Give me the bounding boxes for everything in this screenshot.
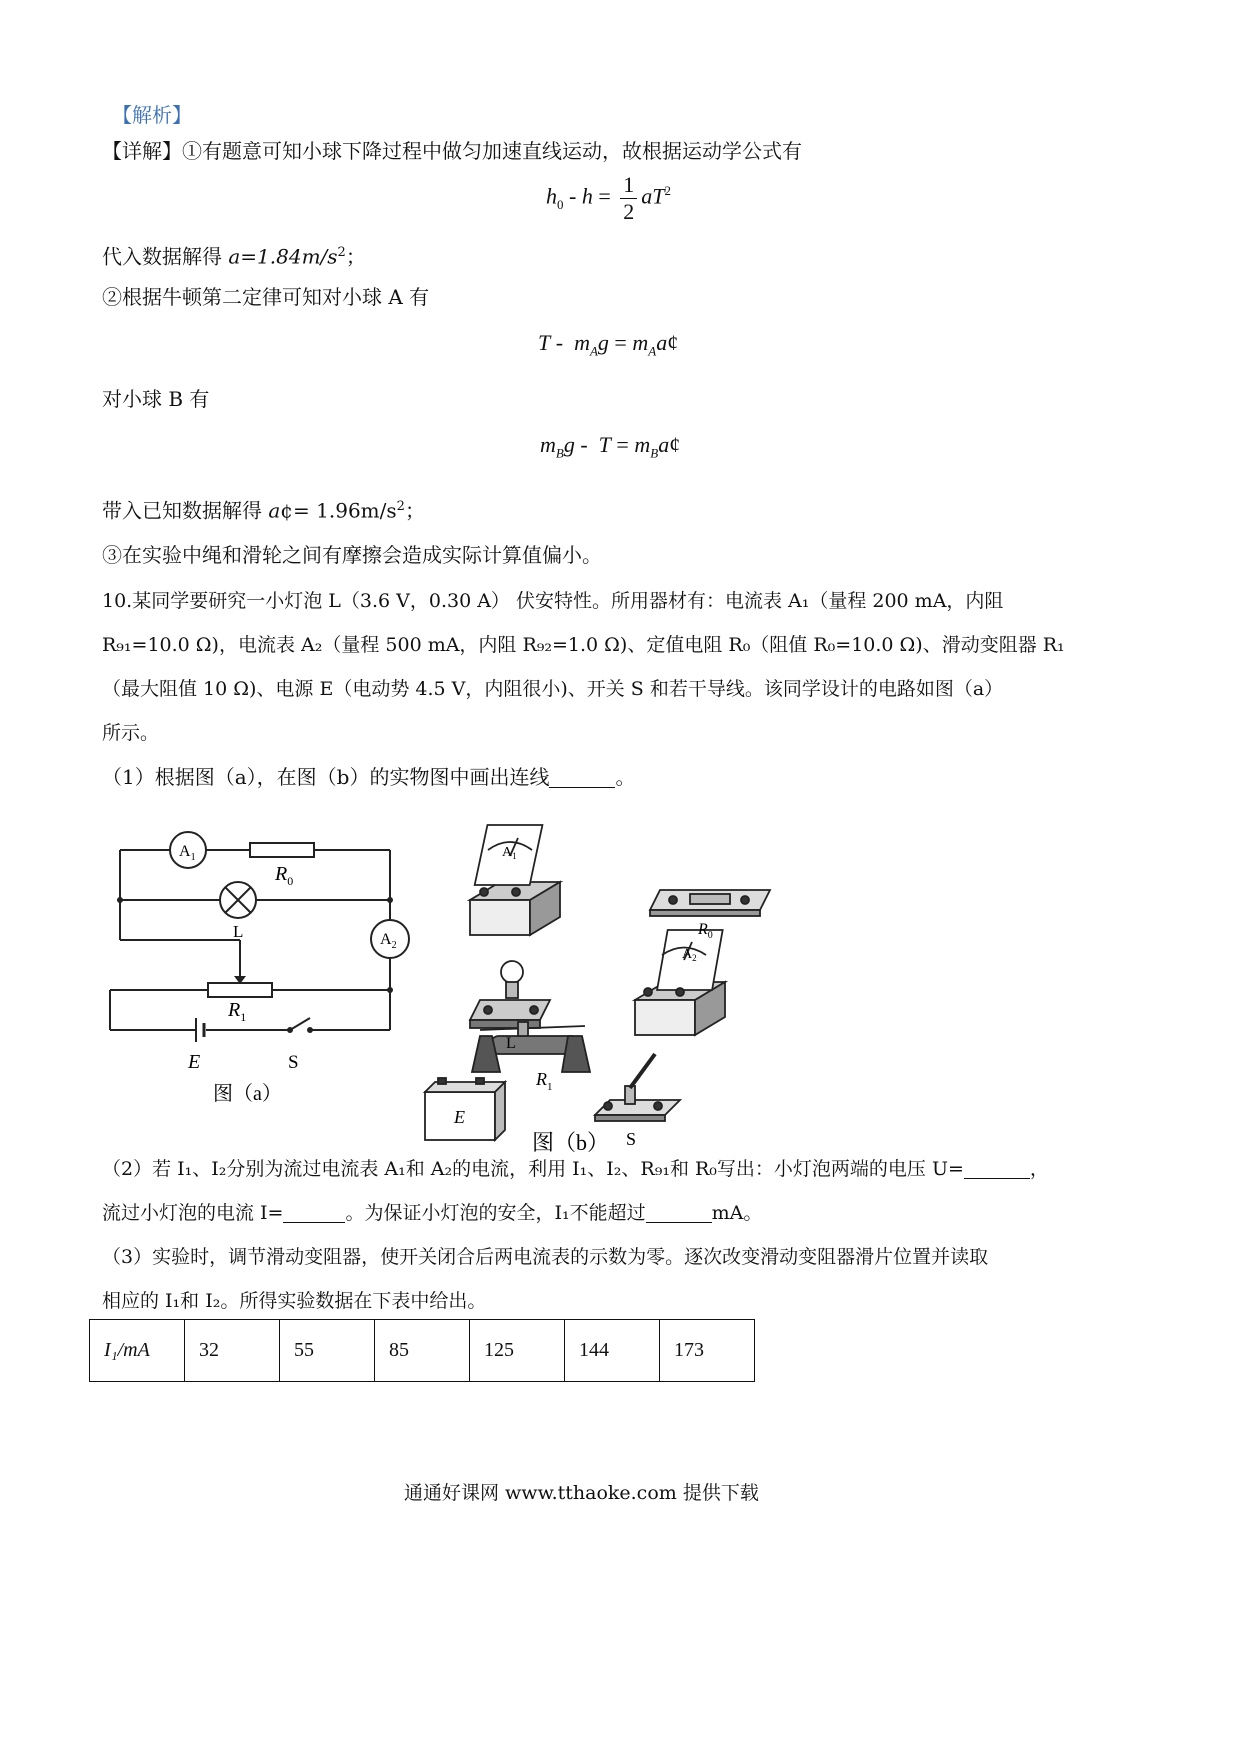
detail-paragraph-2: 代入数据解得 $a=1.84m/s^2$； [102, 244, 366, 269]
question-intro-line-3: （最大阻值 10 Ω)、电源 E（电动势 4.5 V，内阻很小)、开关 S 和若干导线。该同学设计的电路如图（a） [102, 678, 1004, 700]
rheostat-r1-symbol [208, 983, 272, 997]
detail-paragraph-4: 对小球 B 有 [102, 387, 210, 411]
rheostat-r1-device [472, 1022, 590, 1072]
data-table [89, 1319, 755, 1382]
table-cell: 144 [565, 1320, 660, 1382]
switch-s-device [595, 1054, 680, 1121]
table-cell: 85 [375, 1320, 470, 1382]
label-switch: S [288, 1052, 299, 1073]
label-b-r1: $R_1$ [536, 1069, 553, 1093]
question-intro-line-1: 10.某同学要研究一小灯泡 L（3.6 V，0.30 A） 伏安特性。所用器材有：电流表 A₁（量程 200 mA，内阻 [102, 590, 1004, 612]
resistor-r0-device [650, 890, 770, 916]
label-b-switch: S [626, 1129, 637, 1149]
equation-kinematics: $h_0$ - h = $\frac{1}{2}$ $aT^2$ [546, 172, 671, 224]
label-a1: $A_1$ [179, 843, 196, 863]
detail-paragraph-3: ②根据牛顿第二定律可知对小球 A 有 [102, 285, 430, 309]
answer-blank-voltage[interactable] [964, 1158, 1030, 1179]
answer-blank-1[interactable] [549, 767, 615, 788]
question-3-line-1: （3）实验时，调节滑动变阻器，使开关闭合后两电流表的示数为零。逐次改变滑动变阻器滑片位置并读取 [102, 1246, 989, 1268]
apparatus-figure-b [454, 845, 810, 1160]
section-label: 【解析】 [112, 103, 192, 127]
question-3-line-2: 相应的 I₁和 I₂。所得实验数据在下表中给出。 [102, 1290, 487, 1312]
answer-blank-max-current[interactable] [646, 1202, 712, 1223]
label-source: E [188, 1051, 201, 1073]
table-cell: 173 [660, 1320, 755, 1382]
question-1: （1）根据图（a），在图（b）的实物图中画出连线 。 [102, 765, 636, 789]
ammeter-a1-device [470, 825, 560, 935]
battery-e-device [425, 1078, 505, 1140]
page-footer: 通通好课网 www.tthaoke.com 提供下载 [404, 1482, 759, 1504]
detail-paragraph-5: 带入已知数据解得 a¢= $1.96m/s^2$； [102, 498, 425, 523]
question-intro-line-2: R₉₁=10.0 Ω)，电流表 A₂（量程 500 mA，内阻 R₉₂=1.0 Ω)、定值电阻 R₀（阻值 R₀=10.0 Ω)、滑动变阻器 R₁ [102, 634, 1065, 656]
equation-ball-a: T - $m_Ag$ = $m_Aa¢$ [538, 330, 679, 359]
label-b-a2: $A_2$ [682, 947, 697, 963]
question-2-line-1: （2）若 I₁、I₂分别为流过电流表 A₁和 A₂的电流，利用 I₁、I₂、R₉₁和 R₀写出：小灯泡两端的电压 U= ， [102, 1158, 1049, 1180]
detail-paragraph-6: ③在实验中绳和滑轮之间有摩擦会造成实际计算值偏小。 [102, 543, 602, 567]
answer-blank-current[interactable] [283, 1202, 345, 1223]
figure-a-caption: 图（a） [213, 1083, 282, 1105]
equation-ball-b: $m_Bg$ - $T = m_Ba¢$ [540, 432, 681, 461]
question-2-line-2: 流过小灯泡的电流 I= 。为保证小灯泡的安全，I₁不能超过 mA。 [102, 1202, 763, 1224]
lamp-device [470, 961, 550, 1028]
table-row [90, 1320, 755, 1382]
circuit-diagram-a [100, 820, 430, 1120]
label-r0: $R_0$ [275, 863, 294, 888]
resistor-r0-symbol [250, 843, 314, 857]
ammeter-a2-device [635, 930, 725, 1035]
question-intro-line-4: 所示。 [102, 722, 160, 744]
figure-b-caption: 图（b） [532, 1130, 610, 1155]
label-a2: $A_2$ [380, 931, 397, 951]
label-b-lamp: L [506, 1035, 516, 1052]
label-b-r0: $R_0$ [698, 921, 713, 941]
label-lamp: L [233, 922, 244, 941]
detail-label: 【详解】 [102, 139, 182, 163]
table-cell: 55 [280, 1320, 375, 1382]
table-cell: 32 [185, 1320, 280, 1382]
table-header-cell: I₁/mA [90, 1320, 185, 1382]
table-cell: 125 [470, 1320, 565, 1382]
label-b-a1: $A_1$ [502, 845, 517, 861]
detail-paragraph-1: 【详解】①有题意可知小球下降过程中做匀加速直线运动，故根据运动学公式有 [102, 139, 802, 163]
label-r1: $R_1$ [228, 999, 247, 1024]
label-b-source: E [454, 1107, 465, 1127]
